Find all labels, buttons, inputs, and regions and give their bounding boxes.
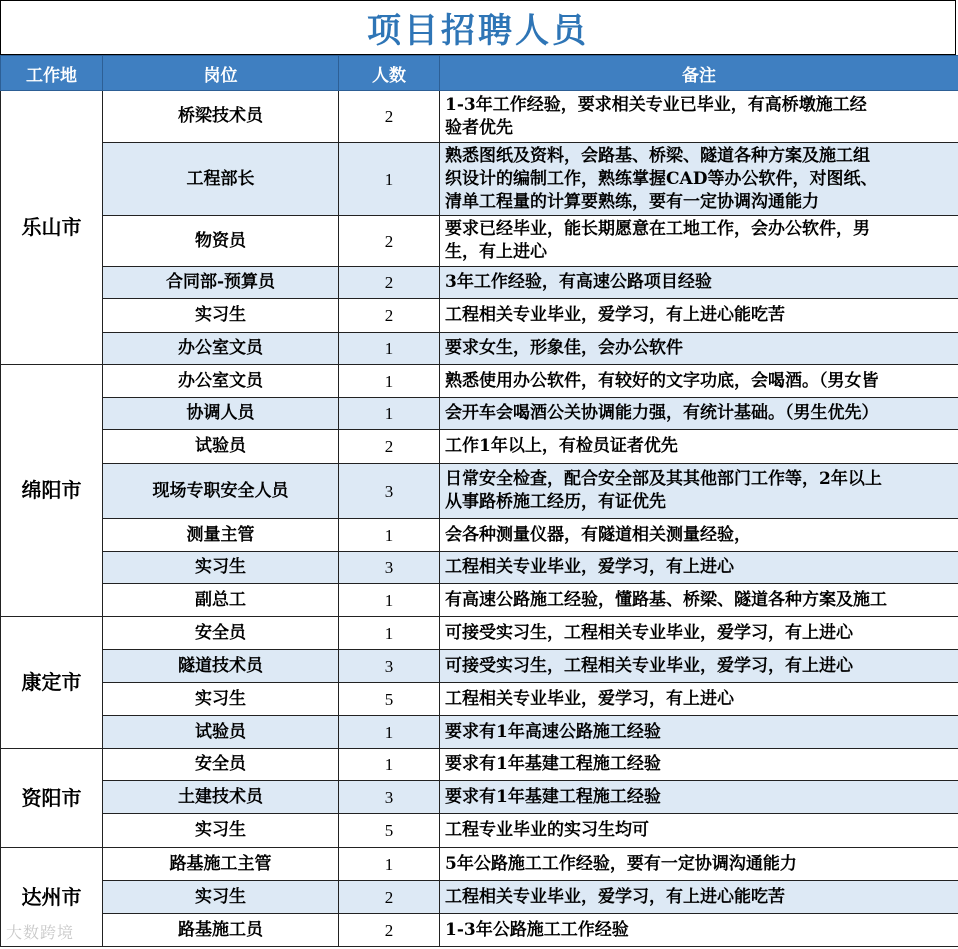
count-cell: 3 xyxy=(339,464,440,519)
table-row xyxy=(1,683,958,716)
note-cell xyxy=(440,216,958,267)
position-cell: 办公室文员 xyxy=(103,333,339,365)
table-row xyxy=(1,333,958,365)
note-line: 1-3年公路施工工作经验 xyxy=(445,919,629,940)
count-cell: 2 xyxy=(339,91,440,143)
page-title: 项目招聘人员 xyxy=(0,0,956,55)
note-cell xyxy=(440,464,958,519)
table-row xyxy=(1,814,958,848)
note-line: 要求女生，形象佳，会办公软件 xyxy=(445,338,683,358)
city-cell: 资阳市 xyxy=(1,749,103,848)
note-line: 验者优先 xyxy=(445,117,513,138)
note-cell xyxy=(440,914,958,947)
note-cell xyxy=(440,552,958,584)
count-cell: 1 xyxy=(339,617,440,650)
table-row xyxy=(1,848,958,881)
note-cell xyxy=(440,881,958,914)
note-cell xyxy=(440,848,958,881)
table-row xyxy=(1,781,958,814)
count-cell: 2 xyxy=(339,914,440,947)
note-line: 会各种测量仪器，有隧道相关测量经验， xyxy=(445,524,751,545)
recruitment-table xyxy=(0,55,958,947)
note-line: 要求已经毕业，能长期愿意在工地工作，会办公软件，男 xyxy=(445,219,870,239)
position-cell: 安全员 xyxy=(103,749,339,781)
table-row xyxy=(1,716,958,749)
city-cell: 达州市 xyxy=(1,848,103,947)
position-cell: 试验员 xyxy=(103,716,339,749)
note-line: 工程专业毕业的实习生均可 xyxy=(445,820,649,840)
note-cell xyxy=(440,749,958,781)
note-cell xyxy=(440,365,958,398)
count-cell: 1 xyxy=(339,143,440,216)
note-line: 清单工程量的计算要熟练，要有一定协调沟通能力 xyxy=(445,191,819,212)
city-cell: 康定市 xyxy=(1,617,103,749)
note-line: 生，有上进心 xyxy=(445,242,547,262)
count-cell: 5 xyxy=(339,814,440,848)
note-line: 可接受实习生，工程相关专业毕业，爱学习，有上进心 xyxy=(445,655,853,676)
note-line: 3年工作经验，有高速公路项目经验 xyxy=(445,272,712,292)
note-cell xyxy=(440,781,958,814)
note-cell xyxy=(440,333,958,365)
position-cell: 隧道技术员 xyxy=(103,650,339,683)
note-cell xyxy=(440,91,958,143)
watermark: 大数跨境 xyxy=(6,923,75,942)
table-row xyxy=(1,617,958,650)
position-cell: 协调人员 xyxy=(103,398,339,430)
note-cell xyxy=(440,519,958,552)
count-cell: 2 xyxy=(339,881,440,914)
table-row xyxy=(1,881,958,914)
position-cell: 路基施工主管 xyxy=(103,848,339,881)
note-cell xyxy=(440,430,958,464)
table-row xyxy=(1,143,958,216)
position-cell: 实习生 xyxy=(103,814,339,848)
note-line: 熟悉使用办公软件，有较好的文字功底，会喝酒。（男女皆 xyxy=(445,370,879,391)
position-cell: 桥梁技术员 xyxy=(103,91,339,143)
city-cell: 绵阳市 xyxy=(1,365,103,617)
note-line: 织设计的编制工作，熟练掌握CAD等办公软件，对图纸、 xyxy=(445,168,878,189)
note-cell xyxy=(440,398,958,430)
table-body xyxy=(1,91,958,947)
header-city: 工作地 xyxy=(1,56,103,91)
table-row xyxy=(1,267,958,299)
note-line: 日常安全检查，配合安全部及其其他部门工作等，2年以上 xyxy=(445,469,882,489)
position-cell: 实习生 xyxy=(103,881,339,914)
note-line: 工程相关专业毕业，爱学习，有上进心 xyxy=(445,688,734,709)
count-cell: 1 xyxy=(339,365,440,398)
table-header-row xyxy=(1,56,958,91)
count-cell: 1 xyxy=(339,333,440,365)
note-cell xyxy=(440,716,958,749)
table-row xyxy=(1,299,958,333)
note-cell xyxy=(440,650,958,683)
count-cell: 1 xyxy=(339,584,440,617)
count-cell: 2 xyxy=(339,430,440,464)
note-cell xyxy=(440,584,958,617)
header-note: 备注 xyxy=(440,56,958,91)
position-cell: 实习生 xyxy=(103,683,339,716)
note-cell xyxy=(440,143,958,216)
note-line: 从事路桥施工经历，有证优先 xyxy=(445,492,666,512)
note-line: 工程相关专业毕业，爱学习，有上进心能吃苦 xyxy=(445,305,785,325)
position-cell: 实习生 xyxy=(103,299,339,333)
note-line: 工程相关专业毕业，爱学习，有上进心能吃苦 xyxy=(445,886,785,907)
count-cell: 3 xyxy=(339,552,440,584)
note-line: 要求有1年基建工程施工经验 xyxy=(445,754,661,774)
position-cell: 路基施工员 xyxy=(103,914,339,947)
note-line: 可接受实习生，工程相关专业毕业，爱学习，有上进心 xyxy=(445,622,853,643)
note-line: 要求有1年高速公路施工经验 xyxy=(445,721,661,742)
position-cell: 实习生 xyxy=(103,552,339,584)
count-cell: 1 xyxy=(339,848,440,881)
table-row xyxy=(1,91,958,143)
count-cell: 1 xyxy=(339,398,440,430)
header-position: 岗位 xyxy=(103,56,339,91)
position-cell: 副总工 xyxy=(103,584,339,617)
note-cell xyxy=(440,267,958,299)
note-cell xyxy=(440,617,958,650)
table-row xyxy=(1,430,958,464)
position-cell: 安全员 xyxy=(103,617,339,650)
position-cell: 工程部长 xyxy=(103,143,339,216)
count-cell: 2 xyxy=(339,299,440,333)
table-row xyxy=(1,749,958,781)
note-line: 会开车会喝酒公关协调能力强，有统计基础。（男生优先） xyxy=(445,403,879,423)
position-cell: 物资员 xyxy=(103,216,339,267)
note-cell xyxy=(440,814,958,848)
note-cell xyxy=(440,683,958,716)
note-line: 熟悉图纸及资料，会路基、桥梁、隧道各种方案及施工组 xyxy=(445,145,870,166)
note-line: 有高速公路施工经验，懂路基、桥梁、隧道各种方案及施工 xyxy=(445,589,887,610)
note-line: 1-3年工作经验，要求相关专业已毕业，有高桥墩施工经 xyxy=(445,94,867,115)
table-row xyxy=(1,398,958,430)
table-row xyxy=(1,464,958,519)
city-cell: 乐山市 xyxy=(1,91,103,365)
note-line: 5年公路施工工作经验，要有一定协调沟通能力 xyxy=(445,853,797,874)
position-cell: 办公室文员 xyxy=(103,365,339,398)
table-row xyxy=(1,216,958,267)
position-cell: 测量主管 xyxy=(103,519,339,552)
table-row xyxy=(1,519,958,552)
position-cell: 合同部-预算员 xyxy=(103,267,339,299)
position-cell: 试验员 xyxy=(103,430,339,464)
count-cell: 2 xyxy=(339,216,440,267)
position-cell: 现场专职安全人员 xyxy=(103,464,339,519)
count-cell: 3 xyxy=(339,650,440,683)
count-cell: 2 xyxy=(339,267,440,299)
table-row xyxy=(1,914,958,947)
table-row xyxy=(1,552,958,584)
table-row xyxy=(1,584,958,617)
header-count: 人数 xyxy=(339,56,440,91)
note-line: 工程相关专业毕业，爱学习，有上进心 xyxy=(445,557,734,577)
table-row xyxy=(1,650,958,683)
count-cell: 5 xyxy=(339,683,440,716)
note-line: 工作1年以上，有检员证者优先 xyxy=(445,436,678,456)
note-line: 要求有1年基建工程施工经验 xyxy=(445,786,661,807)
count-cell: 1 xyxy=(339,716,440,749)
count-cell: 3 xyxy=(339,781,440,814)
note-cell xyxy=(440,299,958,333)
position-cell: 土建技术员 xyxy=(103,781,339,814)
count-cell: 1 xyxy=(339,749,440,781)
count-cell: 1 xyxy=(339,519,440,552)
table-row xyxy=(1,365,958,398)
